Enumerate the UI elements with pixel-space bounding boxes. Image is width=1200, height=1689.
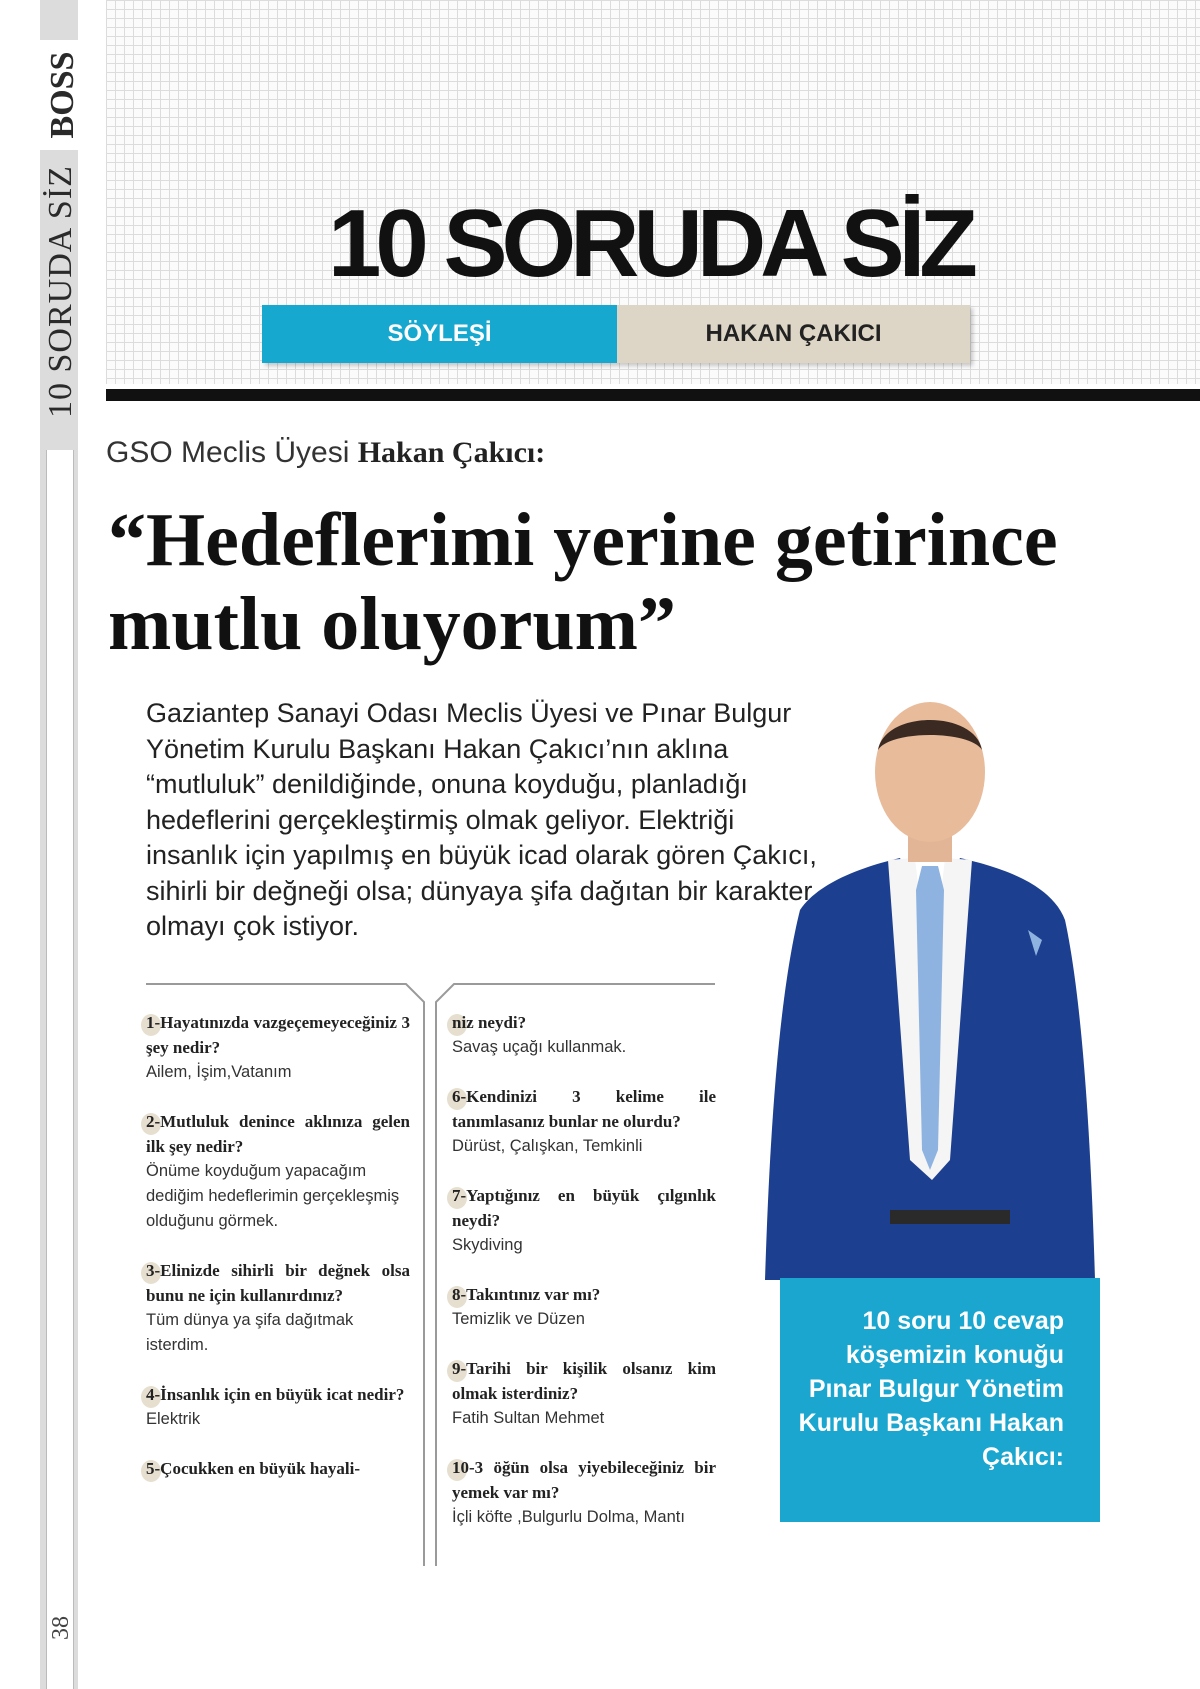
qa-column-left <box>146 1010 410 1505</box>
qa-item <box>452 1183 716 1258</box>
question-text: -Yaptığınız en büyük çılgınlık neydi? <box>452 1186 716 1230</box>
question-number: 10 <box>452 1458 469 1477</box>
byline-suffix: : <box>535 436 546 469</box>
callout-text: 10 soru 10 cevap köşemizin konuğu Pınar Bulgur Yönetim Kurulu Başkanı Hakan Çakıcı: <box>798 1307 1064 1471</box>
question-text: -Hayatınızda vazgeçemeyeceğiniz 3 şey nedir? <box>146 1013 410 1057</box>
intro-paragraph: Gaziantep Sanayi Odası Meclis Üyesi ve Pınar Bulgur Yönetim Kurulu Başkanı Hakan Çakıcı’nın aklına “mutluluk” denildiğinde, onuna koyduğu, planladığı hedeflerini gerçekleştirmiş olmak geliyor. Elektriği insanlık için yapılmış en büyük icad olarak gören Çakıcı, sihirli bir değneği olsa; dünyaya şifa dağıtan bir karakter olmayı çok istiyor. <box>146 698 817 941</box>
qa-item <box>452 1010 716 1060</box>
section-label: 10 SORUDA SİZ <box>42 165 79 418</box>
headline: “Hedeflerimi yerine getirince mutlu oluyorum” <box>108 498 1058 666</box>
question-number: 4 <box>146 1385 155 1404</box>
qa-item <box>146 1456 410 1481</box>
qa-item <box>146 1010 410 1085</box>
question-text: -3 öğün olsa yiyebileceğiniz bir yemek var mı? <box>452 1458 716 1502</box>
qa-item <box>146 1258 410 1358</box>
question-text: -İnsanlık için en büyük icat nedir? <box>154 1385 405 1404</box>
answer-text: Skydiving <box>452 1236 523 1254</box>
question-number: 1 <box>146 1013 155 1032</box>
portrait-photo <box>760 690 1100 1280</box>
page-number: 38 <box>48 1616 74 1640</box>
section-title: 10 SORUDA SİZ <box>328 190 972 297</box>
question-text: -Mutluluk denince aklınıza gelen ilk şey nedir? <box>146 1112 410 1156</box>
tab-interview: SÖYLEŞİ <box>262 305 617 363</box>
callout-box <box>780 1278 1100 1522</box>
question-number: 3 <box>146 1261 155 1280</box>
answer-text: İçli köfte ,Bulgurlu Dolma, Mantı <box>452 1508 685 1526</box>
tab-interviewee: HAKAN ÇAKICI <box>617 305 970 363</box>
answer-text: Önüme koyduğum yapacağım dediğim hedeflerimin gerçekleşmiş olduğunu görmek. <box>146 1162 400 1230</box>
header-rule <box>106 389 1200 401</box>
answer-text: Ailem, İşim,Vatanım <box>146 1063 292 1081</box>
question-number: 7 <box>452 1186 461 1205</box>
qa-item <box>452 1084 716 1159</box>
question-text: -Kendinizi 3 kelime ile tanımlasanız bunlar ne olurdu? <box>452 1087 716 1131</box>
question-text: -Çocukken en büyük hayali- <box>154 1459 360 1478</box>
belt-shape <box>890 1210 1010 1224</box>
byline-name: Hakan Çakıcı <box>357 436 536 469</box>
question-text: -Tarihi bir kişilik olsanız kim olmak isterdiniz? <box>452 1359 716 1403</box>
question-number: 9 <box>452 1359 461 1378</box>
qa-item <box>452 1455 716 1530</box>
question-text: -Elinizde sihirli bir değnek olsa bunu ne için kullanırdınız? <box>146 1261 410 1305</box>
qa-item <box>452 1356 716 1431</box>
qa-item <box>146 1382 410 1432</box>
question-number: 5 <box>146 1459 155 1478</box>
answer-text: Temizlik ve Düzen <box>452 1310 585 1328</box>
byline-prefix: GSO Meclis Üyesi <box>106 436 358 469</box>
answer-text: Elektrik <box>146 1410 201 1428</box>
answer-text: Tüm dünya ya şifa dağıtmak isterdim. <box>146 1311 354 1354</box>
question-text: niz neydi? <box>452 1013 527 1032</box>
magazine-logo: BOSS <box>44 51 81 139</box>
question-number: 2 <box>146 1112 155 1131</box>
answer-text: Savaş uçağı kullanmak. <box>452 1038 627 1056</box>
answer-text: Dürüst, Çalışkan, Temkinli <box>452 1137 643 1155</box>
sidebar-rule <box>46 450 74 1689</box>
byline <box>106 436 545 470</box>
answer-text: Fatih Sultan Mehmet <box>452 1409 605 1427</box>
qa-item <box>146 1109 410 1234</box>
question-text: -Takıntınız var mı? <box>460 1285 601 1304</box>
question-number: 6 <box>452 1087 461 1106</box>
question-number: 8 <box>452 1285 461 1304</box>
qa-column-right <box>452 1010 716 1554</box>
qa-item <box>452 1282 716 1332</box>
